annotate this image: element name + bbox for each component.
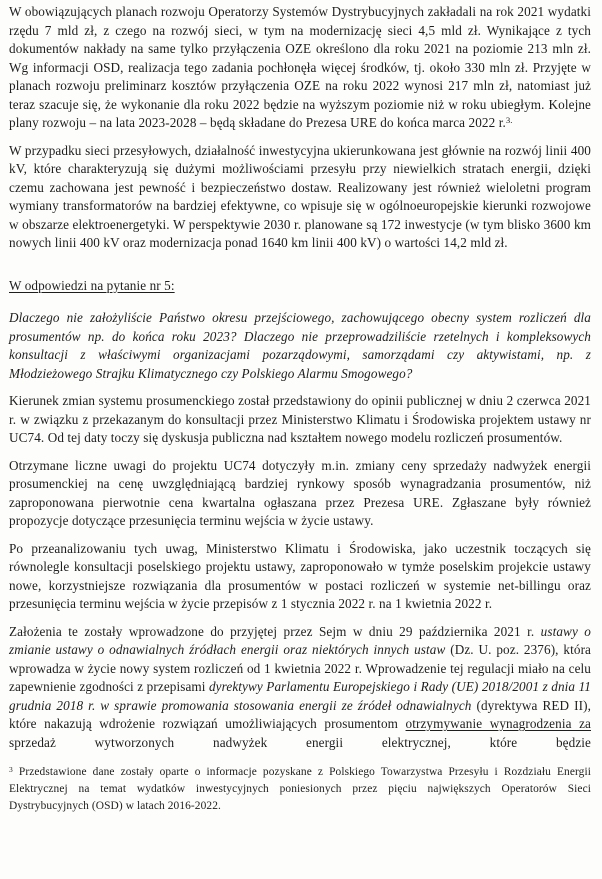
- text-run: (dyrektywa RED II), które nakazują wdrożenie rozwiązań umożliwiających prosumentom: [9, 697, 591, 731]
- text-run: Założenia te zostały wprowadzone do przyjętej przez Sejm w dniu 29 października 2021 r.: [9, 623, 541, 639]
- section-heading-text: W odpowiedzi na pytanie nr 5:: [9, 277, 175, 293]
- underlined-phrase: otrzymywanie wynagrodzenia za: [405, 716, 591, 731]
- text-run: W obowiązujących planach rozwoju Operatorzy Systemów Dystrybucyjnych zakładali na rok 2021 wydatki rzędu 7 mld zł, z czego na rozwój sieci, w tym na modernizację sieci 4,5 mld zł. Wynikające z tych dokumentów nakłady na same tylko przyłączenia OZE określono dla roku 2021 na poziomie 213 mln zł. Wg informacji OSD, realizacja tego zadania pochłonęła więcej środków, tj. około 330 mln zł. Przyjęte w planach rozwoju preliminarz kosztów przyłączenia OZE na roku 2022 wynosi 217 mln zł, natomiast już teraz szacuje się, że wykonanie dla roku 2022 będzie na wyższym poziomie niż w roku ubiegłym. Kolejne plany rozwoju – na lata 2023-2028 – będą składane do Prezesa URE do końca marca 2022 r.: [9, 4, 591, 130]
- act-title-italic: ustawy o zmianie ustawy o odnawialnych źródłach energii oraz niektórych innych ustaw: [9, 623, 591, 657]
- footnote-ref-3: 3.: [505, 115, 513, 126]
- paragraph-transmission-network-400kv: [9, 142, 591, 253]
- text-run: Otrzymane liczne uwagi do projektu UC74 dotyczyły m.in. zmiany ceny sprzedaży nadwyżek energii prosumenckiej na cenę uwzględniającą bardziej rynkowy sposób wynagradzania prosumentów, niż zaproponowana pierwotnie cena kwartalna ogłaszana przez Prezesa URE. Zgłaszane były również propozycje dotyczące przesunięcia terminu wejścia w życie ustawy.: [9, 457, 591, 528]
- footnote-number-3: 3: [9, 764, 13, 774]
- text-run: Po przeanalizowaniu tych uwag, Ministerstwo Klimatu i Środowiska, jako uczestnik toczących się równolegle konsultacji poselskiego projektu ustawy, zaproponowało w tymże poselskim projekcie ustawy nowe, korzystniejsze rozwiązania dla prosumentów w postaci rozliczeń w systemie net-billingu oraz przesunięcia terminu wejścia w życie przepisów z 1 stycznia 2022 r. na 1 kwietnia 2022 r.: [9, 540, 591, 611]
- text-run: (Dz. U. poz. 2376), która wprowadza w życie nowy system rozliczeń od 1 kwietnia 2022 r. Wprowadzenie tej regulacji miało na celu zapewnienie zgodności z przepisami: [9, 642, 592, 694]
- paragraph-question-5-quote: [9, 309, 591, 383]
- paragraph-prosumer-system-direction: [9, 392, 591, 448]
- text-run: W przypadku sieci przesyłowych, działalność inwestycyjna ukierunkowana jest głównie na rozwój linii 400 kV, które charakteryzują się dużymi możliwościami przesyłu przy niewielkich stratach energii, dzięki czemu zachowana jest pewność i bezpieczeństwo dostaw. Realizowany jest również wieloletni program wymiany transformatorów na bardziej efektywne, co wpisuje się w ogólnoeuropejskie kierunki rozwojowe w obszarze elektroenergetyki. W perspektywie 2030 r. planowane są 172 inwestycje (w tym blisko 3600 km nowych linii 400 kV oraz modernizacja ponad 1640 km linii 400 kV) o wartości 14,2 mld zł.: [9, 142, 591, 250]
- directive-title-italic: dyrektywy Parlamentu Europejskiego i Rady (UE) 2018/2001 z dnia 11 grudnia 2018 r. w sprawie promowania stosowania energii ze źródeł odnawialnych: [9, 679, 591, 713]
- text-run: sprzedaż wytworzonych nadwyżek energii elektrycznej, które będzie: [9, 734, 591, 750]
- paragraph-sejm-act-red-ii: [9, 623, 591, 753]
- footnote-3: [9, 764, 591, 815]
- section-heading-answer-question-5: [9, 277, 591, 296]
- text-run: Dlaczego nie założyliście Państwo okresu przejściowego, zachowującego obecny system rozliczeń dla prosumentów np. do końca roku 2023? Dlaczego nie przeprowadziliście rzetelnych i kompleksowych konsultacji z właściwymi organizacjami pozarządowymi, samorządami czy aktywistami, np. z Młodzieżowego Strajku Klimatycznego czy Polskiego Alarmu Smogowego?: [9, 310, 591, 381]
- paragraph-ministry-net-billing-proposal: [9, 540, 591, 614]
- paragraph-osd-2021-investment-plans: [9, 3, 591, 133]
- text-run: Przedstawione dane zostały oparte o informacje pozyskane z Polskiego Towarzystwa Przesyłu i Rozdziału Energii Elektrycznej na temat wydatków inwestycyjnych poniesionych przez pięciu największych Operatorów Sieci Dystrybucyjnych (OSD) w latach 2016-2022.: [9, 766, 591, 812]
- paragraph-uc74-comments: [9, 457, 591, 531]
- text-run: Kierunek zmian systemu prosumenckiego został przedstawiony do opinii publicznej w dniu 2 czerwca 2021 r. w związku z przekazanym do konsultacji przez Ministerstwo Klimatu i Środowiska projektem ustawy nr UC74. Od tej daty toczy się dyskusja publiczna nad kształtem nowego modelu rozliczeń prosumentów.: [9, 393, 591, 445]
